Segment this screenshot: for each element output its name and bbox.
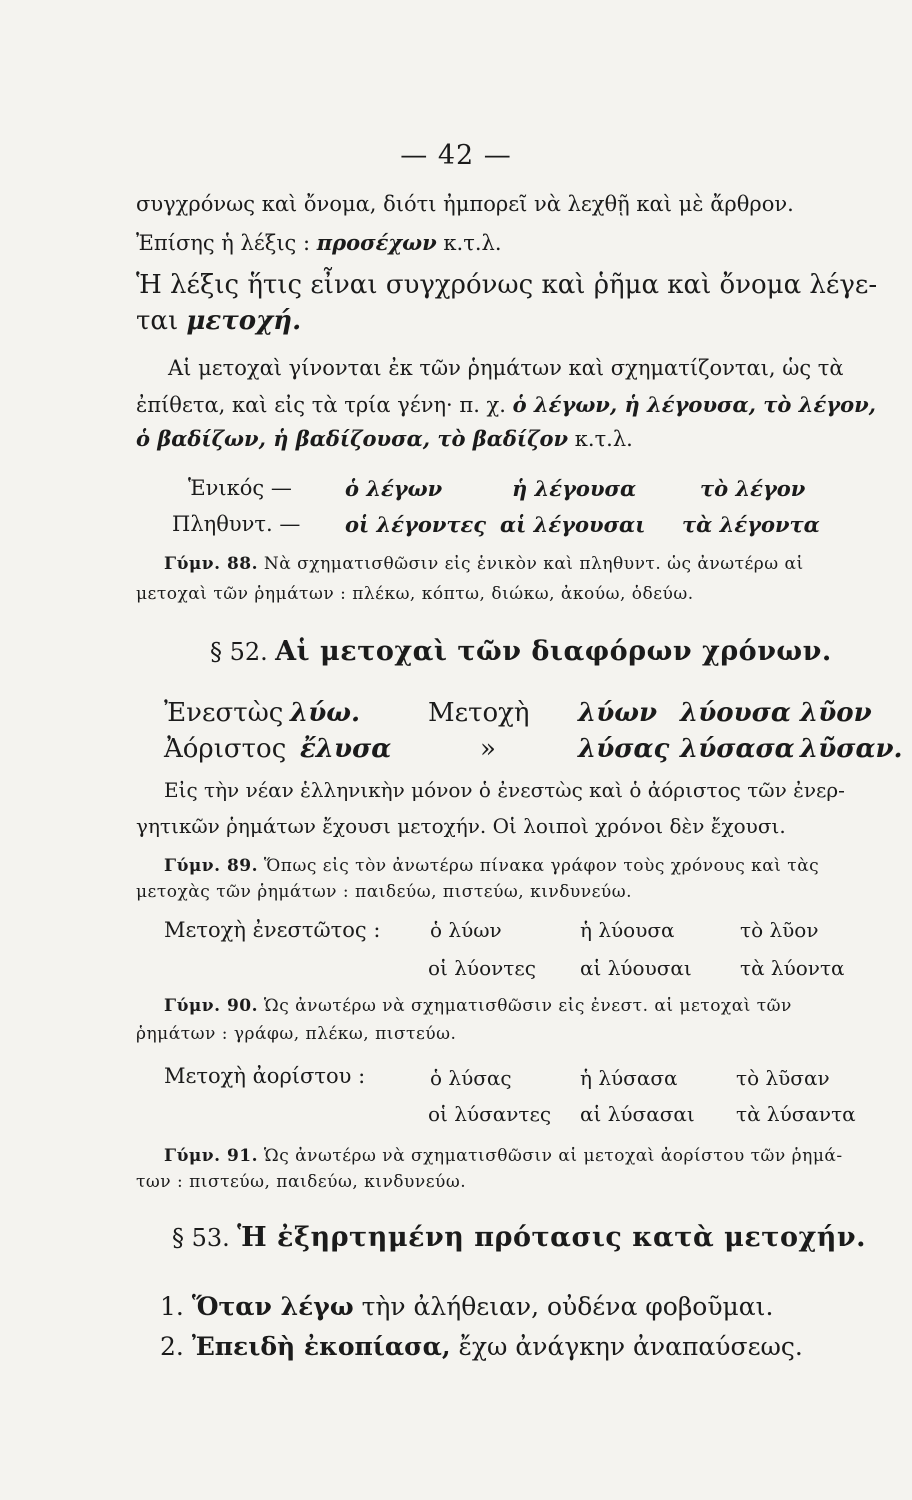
present-participle-label: Μετοχὴ ἐνεστῶτος : bbox=[164, 918, 381, 942]
aorist-neut: τὰ λύσαντα bbox=[736, 1102, 856, 1126]
formation-line-3-tail: κ.τ.λ. bbox=[568, 427, 633, 451]
formation-line-2-text: ἐπίθετα, καὶ εἰς τὰ τρία γένη· π. χ. bbox=[136, 393, 513, 417]
aorist-fem: ἡ λύσασα bbox=[580, 1066, 678, 1090]
tense-fem: λύσασα bbox=[680, 734, 795, 764]
declension-neut: τὸ λέγον bbox=[700, 476, 806, 501]
aorist-participle-label: Μετοχὴ ἀορίστου : bbox=[164, 1064, 366, 1088]
example-number: 2. bbox=[160, 1332, 184, 1361]
example-rest: τὴν ἀλήθειαν, οὐδένα φοβοῦμαι. bbox=[353, 1292, 774, 1321]
tense-participle-label: » bbox=[480, 734, 496, 764]
declension-label: Πληθυντ. — bbox=[172, 512, 301, 536]
exercise-91-text: Ὡς ἀνωτέρω νὰ σχηματισθῶσιν αἱ μετοχαὶ ἀορίστου τῶν ῥημά- bbox=[263, 1146, 843, 1166]
exercise-90-line-2: ῥημάτων : γράφω, πλέκω, πιστεύω. bbox=[136, 1024, 457, 1044]
tense-participle-label: Μετοχὴ bbox=[428, 698, 530, 728]
exercise-91-line-2: των : πιστεύω, παιδεύω, κινδυνεύω. bbox=[136, 1172, 467, 1192]
tense-fem: λύουσα bbox=[680, 698, 791, 728]
section-52-number: § 52. bbox=[210, 638, 268, 666]
formation-line-2-words: ὁ λέγων, ἡ λέγουσα, τὸ λέγον, bbox=[512, 392, 876, 417]
formation-line-2 bbox=[136, 392, 876, 417]
exercise-89-line-1 bbox=[164, 856, 819, 876]
intro-line-1: συγχρόνως καὶ ὄνομα, διότι ἠμπορεῖ νὰ λεχθῇ καὶ μὲ ἄρθρον. bbox=[136, 192, 794, 216]
section-52-title: Αἱ μετοχαὶ τῶν διαφόρων χρόνων. bbox=[275, 636, 832, 667]
tense-verb: ἔλυσα bbox=[300, 734, 392, 764]
definition-line-2 bbox=[136, 306, 301, 336]
intro-line-2-tail: κ.τ.λ. bbox=[436, 231, 502, 255]
aorist-row-plural bbox=[0, 1102, 912, 1132]
exercise-90-text: Ὡς ἀνωτέρω νὰ σχηματισθῶσιν εἰς ἐνεστ. αἱ μετοχαὶ τῶν bbox=[263, 996, 792, 1016]
exercise-91-line-1 bbox=[164, 1146, 843, 1166]
exercise-88-text: Νὰ σχηματισθῶσιν εἰς ἑνικὸν καὶ πληθυντ. ὡς ἀνωτέρω αἱ bbox=[263, 554, 804, 574]
formation-line-3 bbox=[136, 426, 633, 451]
example-number: 1. bbox=[160, 1292, 184, 1321]
exercise-91-label: Γύμν. 91. bbox=[164, 1146, 259, 1166]
definition-line-1: Ἡ λέξις ἥτις εἶναι συγχρόνως καὶ ῥῆμα καὶ ὄνομα λέγε- bbox=[136, 270, 878, 300]
tense-neut: λῦσαν. bbox=[800, 734, 903, 764]
page-number: — 42 — bbox=[400, 140, 512, 171]
present-fem: ἡ λύουσα bbox=[580, 918, 675, 942]
example-bold: Ἐπειδὴ ἐκοπίασα, bbox=[191, 1332, 451, 1361]
declension-masc: οἱ λέγοντες bbox=[345, 512, 487, 537]
present-fem: αἱ λύουσαι bbox=[580, 956, 692, 980]
present-row-plural bbox=[0, 956, 912, 986]
exercise-88-label: Γύμν. 88. bbox=[164, 554, 259, 574]
tense-masc: λύων bbox=[578, 698, 658, 728]
present-neut: τὸ λῦον bbox=[740, 918, 819, 942]
aorist-row-singular bbox=[0, 1066, 912, 1096]
example-rest: ἔχω ἀνάγκην ἀναπαύσεως. bbox=[450, 1332, 803, 1361]
declension-label: Ἑνικός — bbox=[188, 476, 292, 500]
declension-neut: τὰ λέγοντα bbox=[682, 512, 820, 537]
example-1 bbox=[160, 1292, 773, 1321]
intro-line-2-text: Ἐπίσης ἡ λέξις : bbox=[136, 231, 317, 255]
modern-note-line-2: γητικῶν ῥημάτων ἔχουσι μετοχήν. Οἱ λοιποὶ χρόνοι δὲν ἔχουσι. bbox=[136, 814, 786, 838]
declension-masc: ὁ λέγων bbox=[345, 476, 443, 501]
tense-verb: λύω. bbox=[290, 698, 361, 728]
definition-term: μετοχή. bbox=[186, 306, 302, 336]
present-neut: τὰ λύοντα bbox=[740, 956, 845, 980]
tense-masc: λύσας bbox=[578, 734, 670, 764]
section-53-title: Ἡ ἐξηρτημένη πρότασις κατὰ μετοχήν. bbox=[237, 1222, 866, 1253]
declension-row-plural bbox=[0, 512, 912, 542]
section-53-number: § 53. bbox=[172, 1224, 230, 1252]
exercise-90-line-1 bbox=[164, 996, 792, 1016]
declension-fem: ἡ λέγουσα bbox=[512, 476, 637, 501]
aorist-fem: αἱ λύσασαι bbox=[580, 1102, 695, 1126]
exercise-88-line-1 bbox=[164, 554, 804, 574]
example-bold: Ὅταν λέγω bbox=[191, 1292, 354, 1321]
section-52-heading bbox=[210, 636, 832, 667]
formation-line-1: Αἱ μετοχαὶ γίνονται ἐκ τῶν ῥημάτων καὶ σχηματίζονται, ὡς τὰ bbox=[168, 356, 844, 380]
exercise-88-line-2: μετοχαὶ τῶν ῥημάτων : πλέκω, κόπτω, διώκω, ἀκούω, ὁδεύω. bbox=[136, 584, 694, 604]
example-2 bbox=[160, 1332, 803, 1361]
declension-fem: αἱ λέγουσαι bbox=[500, 512, 646, 537]
present-masc: οἱ λύοντες bbox=[428, 956, 536, 980]
definition-line-2-text: ται bbox=[136, 306, 187, 336]
intro-line-2 bbox=[136, 230, 502, 255]
tense-name: Ἀόριστος bbox=[164, 734, 287, 764]
exercise-89-text: Ὅπως εἰς τὸν ἀνωτέρω πίνακα γράφον τοὺς χρόνους καὶ τὰς bbox=[263, 856, 820, 876]
present-row-singular bbox=[0, 918, 912, 948]
modern-note-line-1: Εἰς τὴν νέαν ἑλληνικὴν μόνον ὁ ἐνεστὼς καὶ ὁ ἀόριστος τῶν ἐνερ- bbox=[164, 778, 845, 802]
tense-row-aorist bbox=[0, 734, 912, 770]
tense-name: Ἐνεστὼς bbox=[164, 698, 284, 728]
tense-neut: λῦον bbox=[800, 698, 872, 728]
exercise-89-line-2: μετοχὰς τῶν ῥημάτων : παιδεύω, πιστεύω, κινδυνεύω. bbox=[136, 882, 633, 902]
formation-line-3-words: ὁ βαδίζων, ἡ βαδίζουσα, τὸ βαδίζον bbox=[136, 426, 569, 451]
aorist-masc: ὁ λύσας bbox=[430, 1066, 512, 1090]
intro-line-2-word: προσέχων bbox=[316, 230, 437, 255]
section-53-heading bbox=[172, 1222, 866, 1253]
exercise-90-label: Γύμν. 90. bbox=[164, 996, 259, 1016]
tense-row-present bbox=[0, 698, 912, 734]
present-masc: ὁ λύων bbox=[430, 918, 502, 942]
declension-row-singular bbox=[0, 476, 912, 506]
exercise-89-label: Γύμν. 89. bbox=[164, 856, 259, 876]
aorist-neut: τὸ λῦσαν bbox=[736, 1066, 830, 1090]
aorist-masc: οἱ λύσαντες bbox=[428, 1102, 552, 1126]
